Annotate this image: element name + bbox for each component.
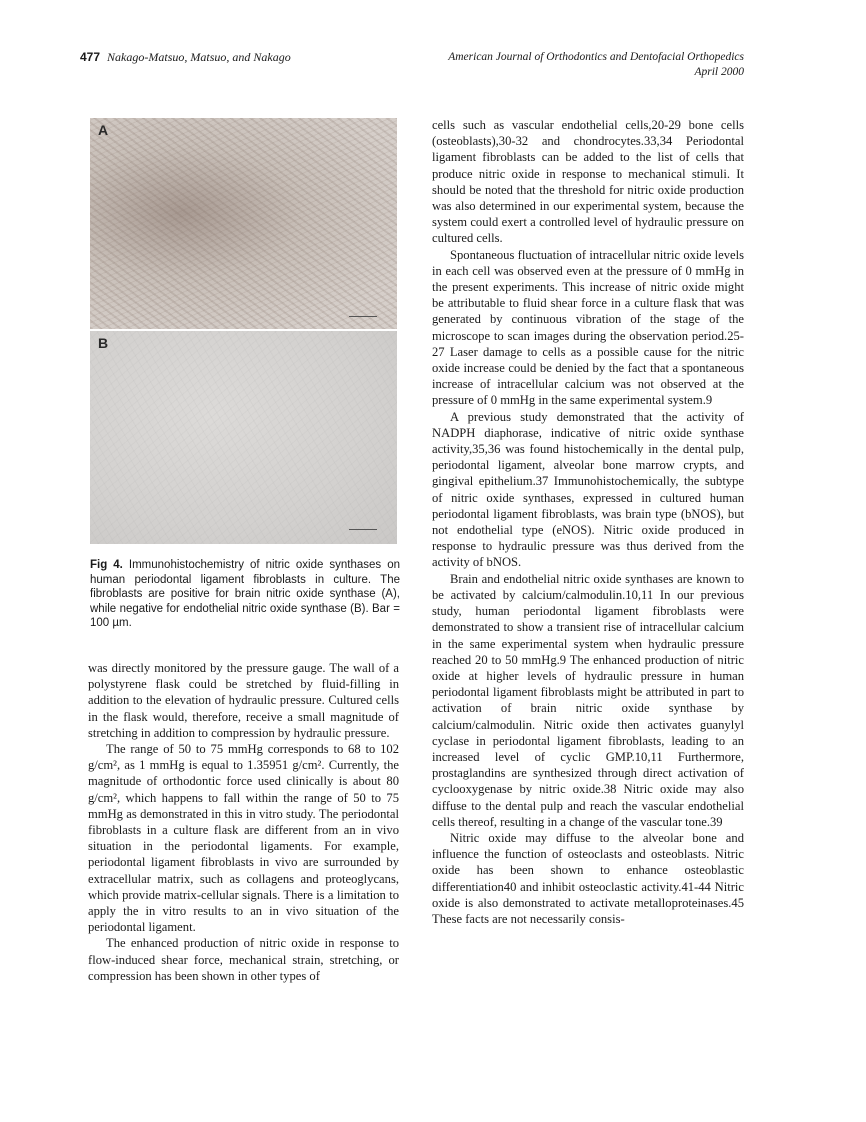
journal-title: American Journal of Orthodontics and Dentofacial Orthopedics — [448, 51, 744, 63]
running-authors: Nakago-Matsuo, Matsuo, and Nakago — [107, 50, 291, 64]
scale-bar — [349, 529, 377, 530]
page-number: 477 — [80, 50, 101, 64]
micrograph-panel-b — [90, 331, 397, 544]
running-header-left — [80, 50, 291, 65]
running-header-right — [448, 50, 744, 80]
caption-text: Immunohistochemistry of nitric oxide synthases on human periodontal ligament fibroblasts in culture. The fibroblasts are positive for brain nitric oxide synthase (A), while negative for endothelial nitric oxide synthase (B). Bar = 100 µm. — [90, 559, 400, 630]
paragraph: cells such as vascular endothelial cells,20-29 bone cells (osteoblasts),30-32 and chondrocytes.33,34 Periodontal ligament fibroblasts can be added to the list of cells that produce nitric oxide in response to mechanical stimuli. It should be noted that the threshold for nitric oxide production was also determined in our experimental system, because the system could exert a controlled level of hydraulic pressure on cultured cells. — [432, 118, 744, 246]
paragraph: The range of 50 to 75 mmHg corresponds to 68 to 102 g/cm², as 1 mmHg is equal to 1.35951 g/cm². Currently, the magnitude of orthodontic force used clinically is about 80 g/cm², which happens to fall within the range of 50 to 75 mmHg as demonstrated in this in vitro study. The periodontal fibroblasts in a culture flask are different from an in vivo situation in the periodontal ligaments. For example, periodontal ligament fibroblasts in vivo are surrounded by extracellular matrix, such as collagens and proteoglycans, which provide matrix-cellular signals. There is a limitation to apply the in vitro results to an in vivo situation of the periodontal ligament. — [88, 742, 399, 935]
panel-b-label: B — [98, 335, 109, 351]
figure-caption — [90, 558, 400, 631]
micrograph-panel-a — [90, 118, 397, 329]
paragraph: was directly monitored by the pressure gauge. The wall of a polystyrene flask could be stretched by fluid-filling in addition to the elevation of hydraulic pressure. Cultured cells in the flask would, therefore, receive a small magnitude of stretching in addition to compression by hydraulic pressure. — [88, 661, 399, 740]
scale-bar — [349, 316, 377, 317]
paragraph: Brain and endothelial nitric oxide synthases are known to be activated by calcium/calmodulin.10,11 In our previous study, human periodontal ligament fibroblasts were demonstrated to show a transient rise of intracellular calcium in the same experimental system when hydraulic pressure reached 20 to 50 mmHg.9 The enhanced production of nitric oxide at higher levels of hydraulic pressure in human periodontal ligament fibroblasts might be attributed in part to activation of brain nitric oxide synthase by calcium/calmodulin. Nitric oxide then activates guanylyl cyclase in periodontal ligament fibroblasts, leading to an increased level of cyclic GMP.10,11 Furthermore, prostaglandins are synthesized through direct activation of cyclooxygenase by nitric oxide.38 Nitric oxide may also diffuse to the dental pulp and reach the vascular endothelial cells thereof, resulting in a change of the vascular tone.39 — [432, 571, 744, 829]
caption-label: Fig 4. — [90, 559, 123, 571]
issue-date: April 2000 — [694, 66, 744, 78]
paragraph: A previous study demonstrated that the activity of NADPH diaphorase, indicative of nitric oxide synthase activity,35,36 was found histochemically in the dental pulp, periodontal ligament, alveolar bone marrow crypts, and gingival epithelium.37 Immunohistochemically, the subtype of nitric oxide synthases, expressed in cultured human periodontal ligament fibroblasts, was brain type (bNOS), but not endothelial type (eNOS). Nitric oxide produced in response to hydraulic pressure was thus derived from the activity of bNOS. — [432, 409, 744, 570]
paragraph: The enhanced production of nitric oxide in response to flow-induced shear force, mechanical strain, stretching, or compression has been shown in other types of — [88, 936, 399, 983]
paragraph: Spontaneous fluctuation of intracellular nitric oxide levels in each cell was observed even at the pressure of 0 mmHg in the present experiments. This increase of nitric oxide might be attributable to fluid shear force in a culture flask that was generated by continuous vibration of the stage of the microscope to scan images during the observation period.25-27 Laser damage to cells as a possible cause for the nitric oxide increase could be denied by the fact that a spontaneous increase of intracellular calcium was not observed at the pressure of 0 mmHg in the same experimental system.9 — [432, 247, 744, 408]
body-column-right — [432, 117, 744, 927]
panel-a-label: A — [98, 122, 109, 138]
paragraph: Nitric oxide may diffuse to the alveolar bone and influence the function of osteoclasts and osteoblasts. Nitric oxide has been shown to enhance osteoblastic differentiation40 and inhibit osteoclastic activity.41-44 Nitric oxide is also demonstrated to activate metalloproteinases.45 These facts are not necessarily consis- — [432, 830, 744, 926]
figure-4 — [90, 118, 397, 544]
body-column-left — [88, 660, 399, 984]
